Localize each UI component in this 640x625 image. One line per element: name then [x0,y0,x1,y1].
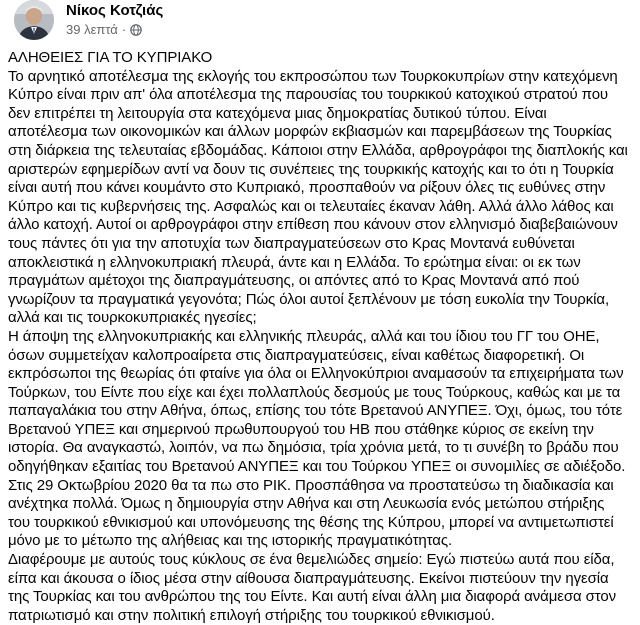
post-header [14,0,626,44]
post-body [8,49,630,625]
post-paragraph: Διαφέρουμε με αυτούς τους κύκλους σε ένα θεμελιώδες σημείο: Εγώ πιστεύω αυτά που είδα, είπα και άκουσα ο ίδιος μέσα στην αίθουσα διαπραγμάτευσης. Εκείνοι πιστεύουν την ηγεσία της Τουρκίας και του ανθρώπου της του Είντε. Και αυτή είναι άλλη μια διαφορά ανάμεσα στον πατριωτισμό και στην πολιτική επιλογή στήριξης του τουρκικού εθνικισμού. [8,551,617,624]
post-title: ΑΛΗΘΕΙΕΣ ΓΙΑ ΤΟ ΚΥΠΡΙΑΚΟ [8,49,213,66]
post-meta [66,22,142,37]
post-timestamp[interactable]: 39 λεπτά [66,22,118,37]
meta-separator: · [121,22,127,37]
globe-icon[interactable] [130,24,142,36]
avatar[interactable] [14,0,54,40]
post-paragraph: Η άποψη της ελληνοκυπριακής και ελληνικής πλευράς, αλλά και του ίδιου του ΓΓ του ΟΗΕ, όσων συμμετείχαν καλοπροαίρετα στις διαπραγματεύσεις, είναι καθέτως διαφορετική. Οι εκπρόσωποι της θεωρίας ότι φταίνε για όλα οι Ελληνοκύπριοι αναμασούν τα επιχειρήματα των Τούρκων, του Είντε που είχε και έχει πολλαπλούς δεσμούς με τους Τούρκους, καθώς και με τα παπαγαλάκια του στην Αθήνα, όπως, επίσης του τότε Βρετανού ΑΝΥΠΕΞ. Όχι, όμως, του τότε Βρετανού ΥΠΕΞ και σημερινού πρωθυπουργού του ΗΒ που στάθηκε κύριος σε εκείνη την ιστορία. Θα αναγκαστώ, λοιπόν, να πω δημόσια, τρία χρόνια μετά, το τι συνέβη το βράδυ που οδηγήθηκαν εξαιτίας του Βρετανού ΑΝΥΠΕΞ και του Τούρκου ΥΠΕΞ οι συνομιλίες σε αδιέξοδο. Στις 29 Οκτωβρίου 2020 θα τα πω στο ΡΙΚ. Προσπάθησα να προστατεύσω τη διαδικασία και ανέχτηκα πολλά. Όμως η δημιουργία στην Αθήνα και στη Λευκωσία ενός μετώπου στήριξης του τουρκικού εθνικισμού και υπονόμευσης της θέσης της Κύπρου, μπορεί να αντιμετωπιστεί μόνο με το μέτωπο της αλήθειας και της ιστορικής πραγματικότητας. [8,327,626,550]
avatar-photo-icon [14,0,54,40]
post-paragraph: Το αρνητικό αποτέλεσμα της εκλογής του εκπροσώπου των Τουρκοκυπρίων στην κατεχόμενη Κύπρο είναι πριν απ' όλα αποτέλεσμα της παρουσίας του τουρκικού κατοχικού στρατού που δεν επιτρέπει τη λειτουργία στα κατεχόμενα μιας δημοκρατίας δυτικού τύπου. Είναι αποτέλεσμα των οικονομικών και άλλων μορφών εκβιασμών και παρεμβάσεων της Τουρκίας στη διάρκεια της τελευταίας εβδομάδας. Κάποιοι στην Ελλάδα, αρθρογράφοι της διαπλοκής και αριστερών εφημερίδων αντί να δουν τις συνέπειες της τουρκικής κατοχής και το ότι η Τουρκία είναι αυτή που κάνει κουμάντο στο Κυπριακό, προσπαθούν να ρίξουν όλες τις ευθύνες στην Κύπρο και τις κυβερνήσεις της. Ασφαλώς και οι τελευταίες έκαναν λάθη. Αλλά άλλο λάθος και άλλο κατοχή. Αυτοί οι αρθρογράφοι στην επίθεση που κάνουν στον ελληνισμό διαβεβαιώνουν τους πάντες ότι για την αποτυχία των διαπραγματεύσεων στο Κρας Μοντανά ευθύνεται αποκλειστικά η ελληνοκυπριακή πλευρά, άντε και η Ελλάδα. Το ερώτημα είναι: οι εκ των πραγμάτων αμέτοχοι της διαπραγμάτευσης, οι απόντες από το Κρας Μοντανά από πού γνωρίζουν τα πραγματικά γεγονότα; Πώς όλοι αυτοί ξεπλένουν με τόση ευκολία την Τουρκία, αλλά και τις τουρκοκυπριακές ηγεσίες; [8,67,628,327]
author-name[interactable]: Νίκος Κοτζιάς [66,2,164,19]
